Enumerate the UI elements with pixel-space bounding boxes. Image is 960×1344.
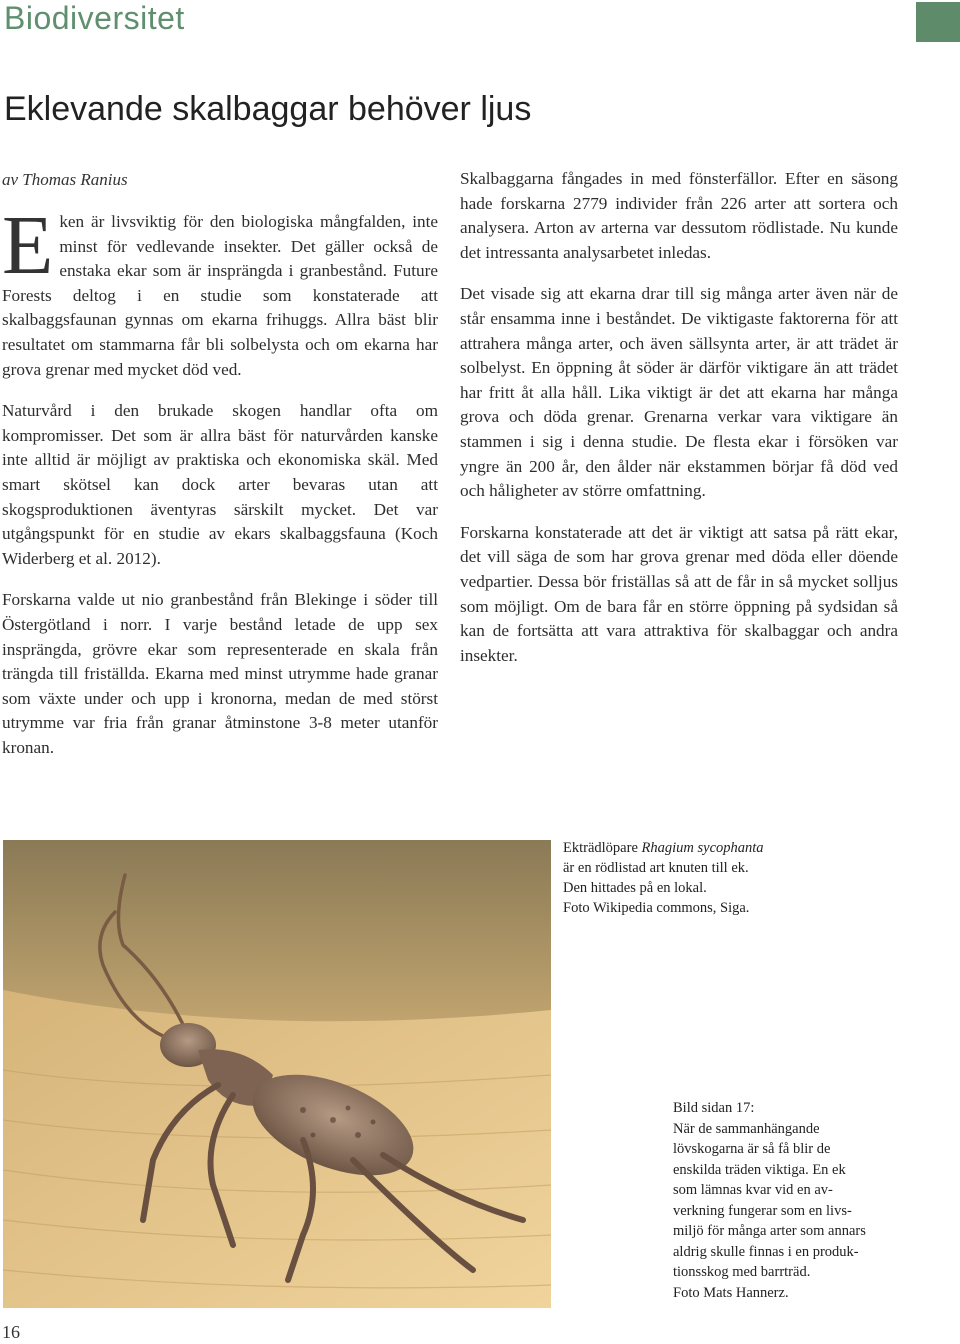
paragraph-3: Forskarna valde ut nio granbestånd från Blekinge i söder till Östergötland i norr. I varje bestånd letade de upp sex insprängda, grövre ekar som representerade en skala från trängda till friställda. Ekarna med minst utrymme hade granar som växte under och upp i kronorna, medan de med störst utrymme var fria från granar åtminstone 3-8 meter utanför kronan. [2,590,438,757]
species-name: Rhagium sycophanta [641,840,764,856]
beetle-photo [3,840,551,1308]
caption-line: är en rödlistad art knuten till ek. [563,860,749,876]
section-color-block [916,2,960,42]
text-column-left [2,199,438,777]
caption-line [563,838,863,858]
caption-line: miljö för många arter som annars [673,1223,866,1239]
paragraph-2: Naturvård i den brukade skogen handlar ofta om kompromisser. Det som är allra bäst för naturvården kanske inte alltid är möjligt av praktiska och ekonomiska skäl. Med smart skötsel kan dock arter bevaras utan att skogsproduktionen äventyras särskilt mycket. Det var utgångspunkt för en studie av ekars skalbaggsfauna (Koch Widerberg et al. 2012). [2,401,438,568]
paragraph-4: Skalbaggarna fångades in med fönsterfällor. Efter en säsong hade forskarna 2779 individer från 226 arter att sortera och analysera. Arton av arterna var dessutom rödlistade. Nu kunde det intressanta analysarbetet inledas. [460,169,898,262]
text-column-right [460,167,898,685]
paragraph-5: Det visade sig att ekarna drar till sig många arter även när de står ensamma inne i beståndet. De viktigaste faktorerna för att attrahera många arter, och även sällsynta arter, är att trädet är solbelyst. En öppning åt söder är därför viktigare än att trädet har fritt åt alla håll. Lika viktigt är det att ekarna har många grova och döda grenar. Grenarna verkar vara viktigare än stammen i sig i denna studie. De flesta ekar i försöken var yngre än 200 år, den ålder när ekstammen börjar få död ved och håligheter av större omfattning. [460,284,898,501]
caption-credit: Foto Wikipedia commons, Siga. [563,900,750,916]
byline: av Thomas Ranius [2,170,128,189]
caption-line: Den hittades på en lokal. [563,880,707,896]
caption-credit: Foto Mats Hannerz. [673,1284,789,1301]
page-number: 16 [2,1322,20,1342]
article-title: Eklevande skalbaggar behöver ljus [4,90,532,128]
caption-line: lövskogarna är så få blir de [673,1141,831,1157]
caption-prefix: Ekträdlöpare [563,840,642,856]
caption-line: verkning fungerar som en livs- [673,1202,852,1219]
paragraph-intro-text: ken är livsviktig för den biologiska mångfalden, inte minst för vedlevande insekter. Det gäller också de enstaka ekar som är insprängda i granbestånd. Future Forests deltog i en studie som konstaterade att skalbaggsfaunan gynnas om ekarna frihuggs. Allra bäst blir resultatet om stammarna får bli solbelysta och om ekarna har grova grenar med mycket död ved. [2,212,438,379]
beetle-photo-caption [563,838,863,918]
section-label: Biodiversitet [4,0,185,36]
paragraph-6: Forskarna konstaterade att det är viktigt att satsa på rätt ekar, det vill säga de som har grova grenar med döda eller döende vedpartier. Dessa bör friställas så att de får in så mycket solljus som möjligt. Om de bara får en större öppning på sydsidan så kan de fortsätta att vara attraktiva för skalbaggar och andra insekter. [460,522,898,665]
caption-line: Bild sidan 17: [673,1100,755,1116]
caption-line: aldrig skulle finnas i en produk- [673,1243,859,1260]
drop-cap: E [2,199,54,292]
caption-line: tionsskog med barrträd. [673,1264,811,1280]
side-photo-caption [673,1098,893,1303]
paragraph-intro [2,199,438,382]
caption-line: När de sammanhängande [673,1120,820,1137]
caption-line: enskilda träden viktiga. En ek [673,1161,846,1178]
caption-line: som lämnas kvar vid en av- [673,1182,833,1198]
